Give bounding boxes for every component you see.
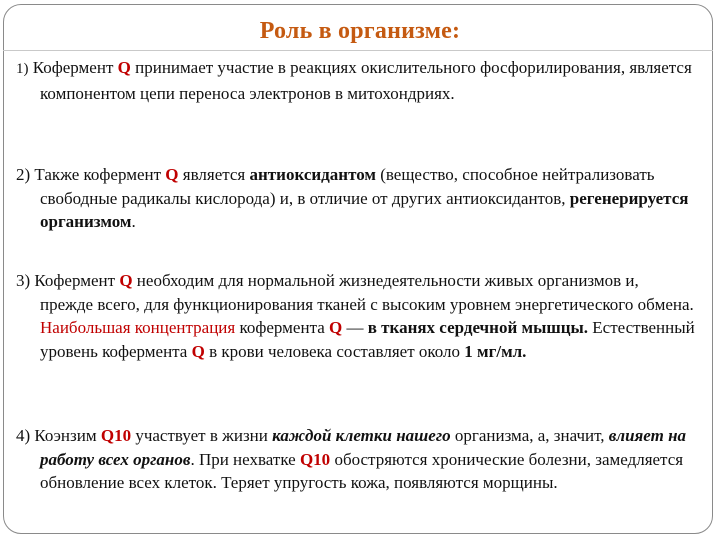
text-span: кофермента — [235, 318, 330, 337]
red-highlight: Наибольшая концентрация — [40, 318, 236, 337]
q-highlight: Q — [165, 165, 179, 184]
slide-title: Роль в организме: — [259, 18, 461, 44]
bold-term: 1 мг/мл. — [464, 341, 527, 361]
paragraph-4 — [16, 424, 696, 495]
paragraph-number: 1) — [16, 61, 29, 77]
text-span: Также кофермент — [30, 165, 166, 184]
text-span: . При нехватке — [190, 449, 300, 469]
text-span: — — [342, 318, 368, 337]
q-highlight: Q — [191, 341, 205, 361]
text-span: организма, а, значит, — [450, 426, 609, 445]
text-span: необходим для нормальной жизнедеятельности живых организмов и, прежде всего, для функционирования тканей с высоким уровнем энергетического обмена. — [40, 271, 694, 314]
paragraph-3 — [16, 269, 696, 363]
paragraph-1 — [16, 56, 696, 105]
paragraph-number: 2) — [16, 165, 31, 184]
q-highlight: Q — [117, 58, 131, 77]
text-span: принимает участие в реакциях окислительного фосфорилирования, является компонентом цепи переноса электронов в митохондриях. — [40, 58, 692, 103]
paragraph-number: 3) — [16, 271, 31, 290]
text-span: является — [178, 165, 250, 184]
text-span: обостряются хронические болезни, замедляется обновление всех клеток. Теряет упругость кожа, появляются морщины. — [40, 449, 684, 492]
paragraph-2 — [16, 163, 696, 234]
bold-term: в тканях сердечной мышцы. — [367, 318, 589, 337]
q10-highlight: Q10 — [299, 449, 331, 469]
q10-highlight: Q10 — [100, 426, 132, 445]
text-span: (вещество, способное нейтрализовать свободные радикалы кислорода) и, в отличие от других антиоксидантов, — [40, 165, 655, 208]
bold-italic-term: влияет на работу всех органов — [40, 426, 687, 469]
text-span: Коэнзим — [30, 426, 101, 445]
text-span: Кофермент — [28, 58, 118, 77]
q-highlight: Q — [329, 318, 343, 337]
text-span: . — [131, 212, 136, 231]
text-span: Кофермент — [30, 271, 120, 290]
text-span: Естественный уровень кофермента — [40, 318, 695, 361]
bold-italic-term: каждой клетки нашего — [272, 426, 451, 445]
bold-term: регенерируется организмом — [40, 188, 689, 231]
text-span: участвует в жизни — [131, 426, 273, 445]
paragraph-number: 4) — [16, 426, 31, 445]
bold-term: антиоксидантом — [249, 165, 376, 184]
q-highlight: Q — [119, 271, 133, 290]
title-divider — [3, 50, 713, 51]
text-span: в крови человека составляет около — [204, 341, 465, 361]
